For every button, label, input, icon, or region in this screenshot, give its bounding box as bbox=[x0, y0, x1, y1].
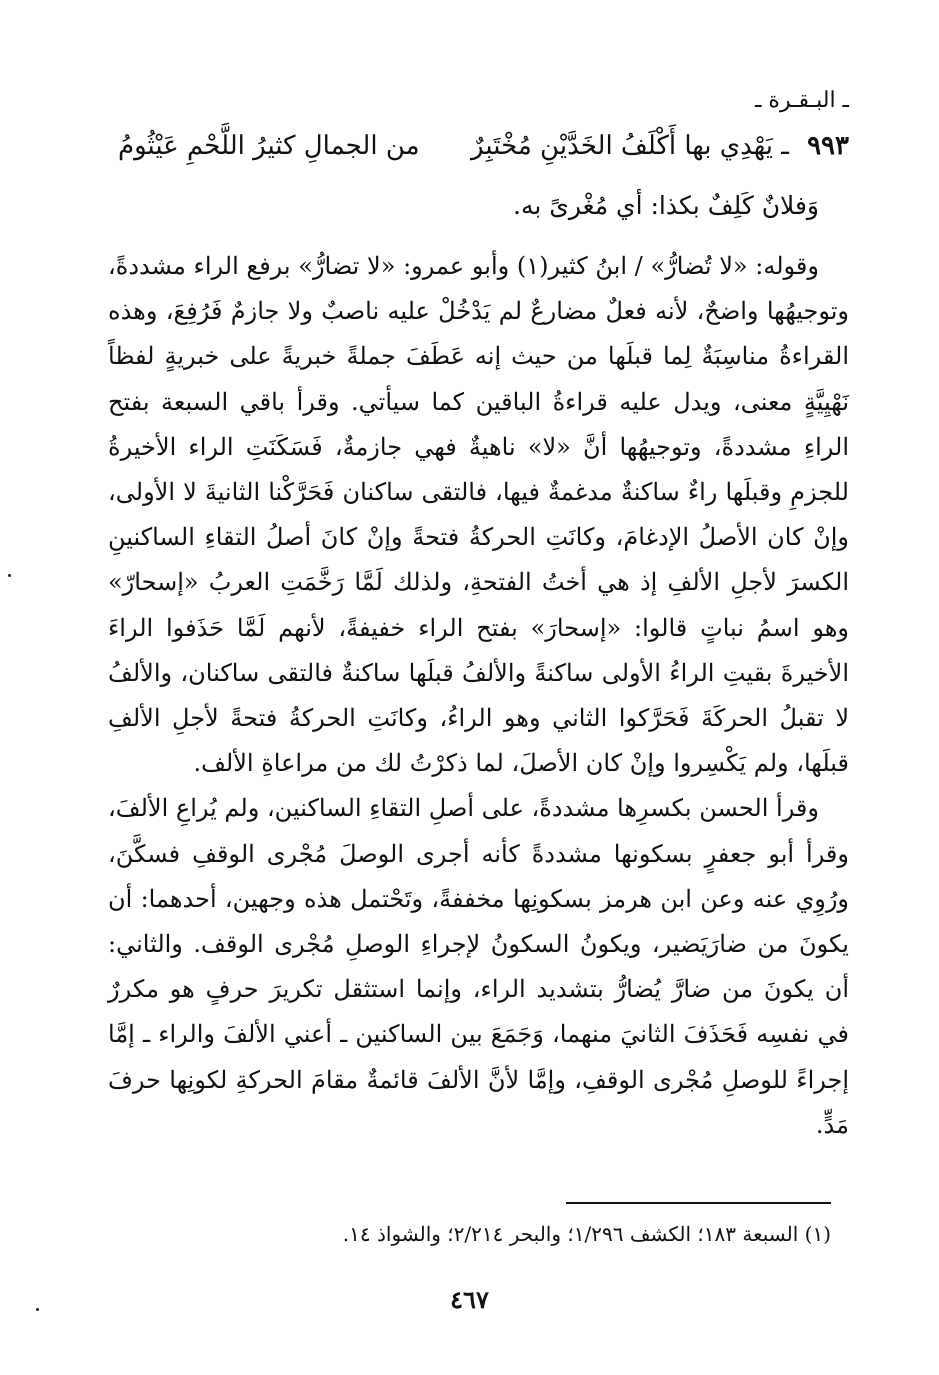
verse-first-line bbox=[471, 122, 849, 170]
scan-speck bbox=[8, 574, 11, 577]
verse-hemistich-first: ـ يَهْدِي بها أَكْلَفُ الخَدَّيْنِ مُخْتَبِرٌ bbox=[471, 131, 789, 161]
running-head: ـ البـقـرة ـ bbox=[754, 88, 849, 113]
page-number: ٤٦٧ bbox=[450, 1285, 489, 1314]
paragraph: وقوله: «لا تُضارُّ» / ابنُ كثير(١) وأبو عمرو: «لا تضارُّ» برفع الراء مشددةً، وتوجيهُها واضحٌ، لأنه فعلٌ مضارعٌ لم يَدْخُلْ عليه ناصبٌ ولا جازمٌ فَرُفِعَ، وهذه القراءةُ مناسِبَةٌ لِما قبلَها من حيث إنه عَطَفَ جملةً خبريةً على خبريةٍ لفظاً نَهْيِيَّةٍ معنى، ويدل عليه قراءةُ الباقين كما سيأتي. وقرأ باقي السبعة بفتح الراءِ مشددةً، وتوجيهُها أنَّ «لا» ناهيةٌ فهي جازمةٌ، فَسَكَنَتِ الراء الأخيرةُ للجزمِ وقبلَها راءٌ ساكنةٌ مدغمةٌ فيها، فالتقى ساكنان فَحَرَّكْنا الثانيةَ لا الأولى، وإنْ كان الأصلُ الإدغامَ، وكانَتِ الحركةُ فتحةً وإنْ كانَ أصلُ التقاءِ الساكنينِ الكسرَ لأجلِ الألفِ إذ هي أختُ الفتحةِ، ولذلك لَمَّا رَخَّمَتِ العربُ «إسحارّ» وهو اسمُ نباتٍ قالوا: «إسحارَ» بفتح الراء خفيفةً، لأنهم لَمَّا حَذَفوا الراءَ الأخيرةَ بقيتِ الراءُ الأولى ساكنةً والألفُ قبلَها ساكنةٌ فالتقى ساكنان، والألفُ لا تقبلُ الحركَةَ فَحَرَّكوا الثاني وهو الراءُ، وكانَتِ الحركةُ فتحةً لأجلِ الألفِ قبلَها، ولم يَكْسِروا وإنْ كان الأصلَ، لما ذكرْتُ لك من مراعاةِ الألف. bbox=[108, 252, 849, 778]
scan-speck bbox=[36, 1308, 39, 1311]
verse-number: ٩٩٣ bbox=[807, 131, 849, 161]
commentary-body bbox=[108, 244, 849, 1148]
poetry-verse bbox=[118, 122, 849, 170]
verse-gloss: وَفلانٌ كَلِفٌ بكذا: أي مُغْرىً به. bbox=[513, 191, 819, 220]
footnote-divider bbox=[566, 1202, 831, 1204]
verse-hemistich-second: من الجمالِ كثيرُ اللَّحْمِ عَيْثُومُ bbox=[118, 131, 420, 161]
footnote: (١) السبعة ١٨٣؛ الكشف ١/٢٩٦؛ والبحر ٢/٢١٤؛ والشواذ ١٤. bbox=[342, 1222, 831, 1246]
paragraph: وقرأ الحسن بكسرِها مشددةً، على أصلِ التقاءِ الساكنين، ولم يُراعِ الألفَ، وقرأ أبو جعفرٍ بسكونها مشددةً كأنه أجرى الوصلَ مُجْرى الوقفِ فسكَّنَ، ورُوِي عنه وعن ابن هرمز بسكونِها مخففةً، وتَحْتمل هذه وجهين، أحدهما: أن يكونَ من ضارَيَضير، ويكونُ السكونُ لإجراءِ الوصلِ مُجْرى الوقف. والثاني: أن يكونَ من ضارَّ يُضارُّ بتشديد الراء، وإنما استثقل تكريرَ حرفٍ هو مكررٌ في نفسِه فَحَذَفَ الثانيَ منهما، وَجَمَعَ بين الساكنين ـ أعني الألفَ والراء ـ إمَّا إجراءً للوصلِ مُجْرى الوقفِ، وإمَّا لأنَّ الألفَ قائمةٌ مقامَ الحركةِ لكونِها حرفَ مَدٍّ. bbox=[108, 794, 850, 1139]
